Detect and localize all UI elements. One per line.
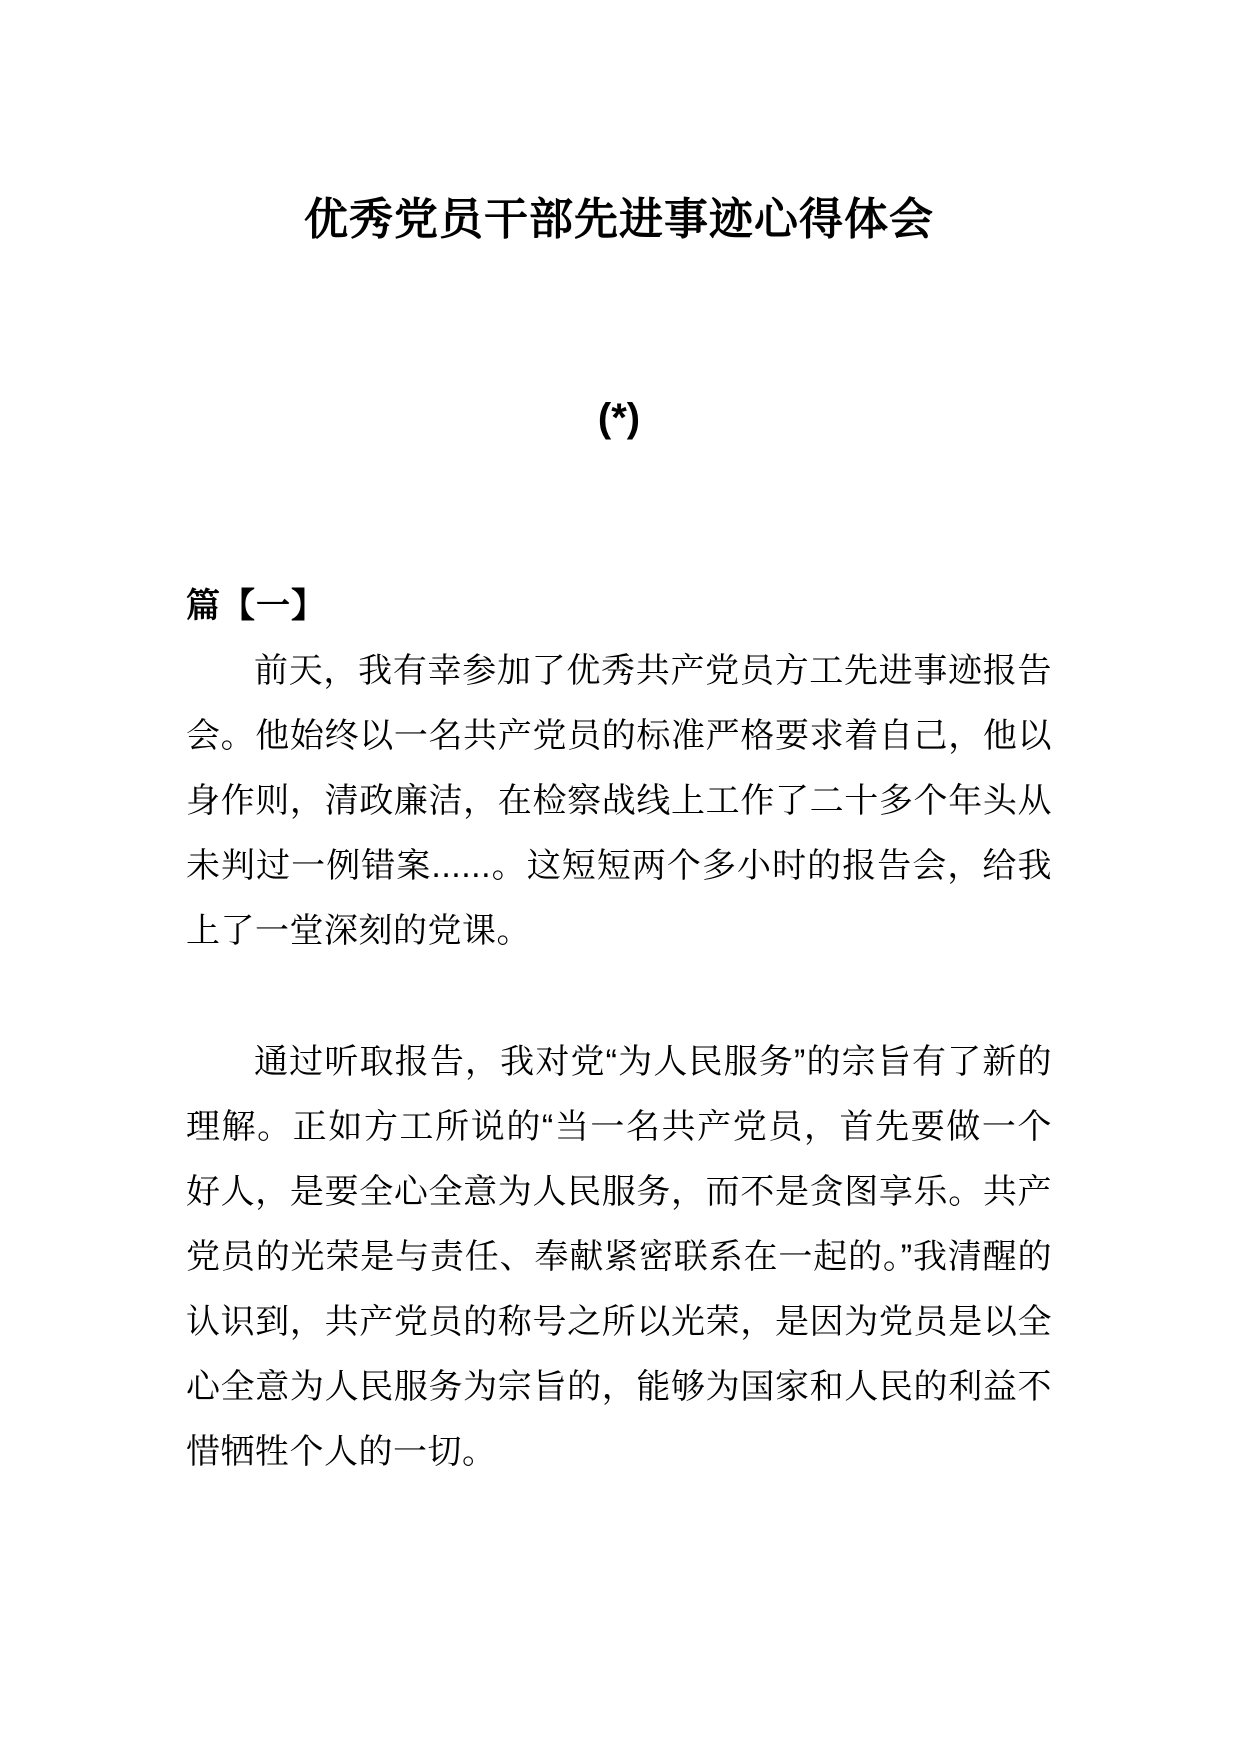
section-heading: 篇【一】	[186, 587, 326, 625]
paragraph-2: 通过听取报告，我对党“为人民服务”的宗旨有了新的理解。正如方工所说的“当一名共产党员，首先要做一个好人，是要全心全意为人民服务，而不是贪图享乐。共产党员的光荣是与责任、奉献紧密联系在一起的。”我清醒的认识到，共产党员的称号之所以光荣，是因为党员是以全心全意为人民服务为宗旨的，能够为国家和人民的利益不惜牺牲个人的一切。	[186, 1043, 1052, 1471]
subtitle-marker: (*)	[597, 396, 641, 440]
document-content	[186, 0, 1052, 1485]
document-title: 优秀党员干部先进事迹心得体会	[304, 195, 934, 244]
paragraph-1: 前天，我有幸参加了优秀共产党员方工先进事迹报告会。他始终以一名共产党员的标准严格要求着自己，他以身作则，清政廉洁，在检察战线上工作了二十多个年头从未判过一例错案......。这短短两个多小时的报告会，给我上了一堂深刻的党课。	[186, 652, 1052, 950]
